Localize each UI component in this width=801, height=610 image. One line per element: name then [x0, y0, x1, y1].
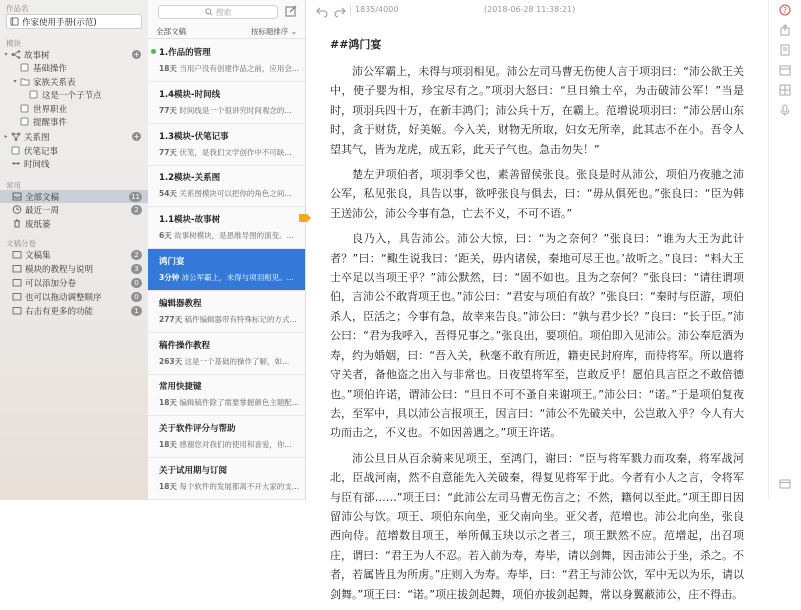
- sidebar-group-label: 也可以拖动调整顺序: [25, 292, 102, 303]
- document-age: 18天: [159, 398, 177, 408]
- sidebar-module-label: 世界职业: [33, 104, 68, 115]
- document-snippet: 当用户没有创建作品之前，应用会...: [179, 64, 299, 73]
- document-title: 1.作品的管理: [159, 48, 211, 58]
- document-list-item[interactable]: [148, 249, 305, 291]
- document-title: 关于软件评分与帮助: [159, 424, 236, 435]
- disclosure-icon[interactable]: ▾: [4, 51, 8, 58]
- sidebar-group-item[interactable]: [0, 262, 148, 275]
- folder-group-icon: [11, 264, 22, 273]
- sidebar-module-label: 伏笔记事: [24, 146, 59, 157]
- sidebar-group-label: 文稿集: [25, 250, 51, 261]
- document-paragraph: 沛公旦日从百余骑来见项王，至鸿门，谢曰：“臣与将军戮力而攻秦，将军战河北，臣战河南，然不自意能先入关破秦，得复见将军于此。今者有小人之言，令将军与臣有郤……”项王曰：“此沛公左司马曹无伤言之；不然，籍何以至此。”项王即日因留沛公与饮。项王、项伯东向坐，亚父南向坐。亚父者，范增也。沛公北向坐，张良西向侍。范增数目项王，举所佩玉玦以示之者三，项王默然不应。范增起，出召项庄，谓曰：“君王为人不忍。若入前为寿，寿毕，请以剑舞，因击沛公于坐，杀之。不者，若属皆且为所虏。”庄则入为寿。寿毕，曰：“君王与沛公饮，军中无以为乐，请以剑舞。”项王曰：“诺。”项庄拔剑起舞，项伯亦拔剑起舞，常以身翼蔽沛公，庄不得击。: [330, 451, 744, 601]
- document-title: 常用快捷键: [159, 382, 202, 393]
- save-timestamp: (2018-06-28 11:38:21): [484, 5, 576, 14]
- document-list-item[interactable]: [148, 374, 305, 416]
- folder-group-icon: [11, 292, 22, 301]
- document-snippet: 时间线是一个很讲究时间观念的...: [179, 105, 292, 115]
- document-list-item[interactable]: [148, 165, 305, 207]
- document-title: 编辑器教程: [159, 298, 202, 309]
- timeline-icon: [10, 159, 21, 168]
- sidebar-module-item[interactable]: [0, 48, 148, 61]
- sidebar-common-label: 最近一周: [25, 205, 60, 216]
- layout-icon[interactable]: [779, 478, 791, 490]
- note-icon: [19, 63, 30, 72]
- sidebar-module-item[interactable]: [0, 102, 148, 115]
- bookmark-marker-icon[interactable]: [299, 212, 311, 220]
- folder-group-icon: [11, 306, 22, 315]
- graph-icon: [10, 132, 21, 141]
- document-preview: [159, 230, 297, 241]
- groups-label: 文稿分卷: [6, 239, 36, 248]
- clock-icon: [11, 205, 22, 214]
- document-age: 263天: [159, 356, 183, 366]
- document-age: 77天: [159, 147, 177, 157]
- editor-toolbar: [306, 0, 768, 22]
- search-placeholder: 搜索: [215, 7, 232, 17]
- document-age: 18天: [159, 482, 177, 491]
- document-icon[interactable]: [779, 44, 791, 56]
- search-input[interactable]: [158, 5, 278, 19]
- sidebar-module-label: 时间线: [24, 159, 50, 170]
- sidebar: [0, 0, 149, 500]
- document-preview: [159, 397, 297, 408]
- document-snippet: 编辑稿件除了需要掌握颜色主题配...: [179, 398, 299, 408]
- document-age: 3分钟: [159, 273, 180, 282]
- tool-rail: [768, 0, 801, 500]
- document-preview: [159, 188, 297, 199]
- document-list-item[interactable]: [148, 416, 305, 458]
- tree-icon: [10, 50, 21, 59]
- document-list-item[interactable]: [148, 124, 305, 166]
- disclosure-icon[interactable]: ▾: [13, 78, 17, 85]
- sidebar-group-item[interactable]: [0, 304, 148, 317]
- sidebar-common-label: 全部文稿: [25, 192, 60, 203]
- sidebar-common-item[interactable]: [0, 217, 148, 230]
- sidebar-group-label: 模块的教程与说明: [25, 264, 94, 275]
- document-title: 鸿门宴: [159, 257, 185, 267]
- list-header: [148, 25, 305, 39]
- common-label: 常用: [6, 181, 21, 190]
- document-list-item[interactable]: [148, 291, 305, 333]
- document-snippet: 稿件编辑器带有特殊标记的方式...: [184, 314, 297, 324]
- document-list-item[interactable]: [148, 207, 305, 249]
- document-snippet: 沛公军霸上，未得与项羽相见。...: [181, 273, 294, 282]
- document-paragraph: 沛公军霸上，未得与项羽相见。沛公左司马曹无伤使人言于项羽曰：“沛公欲王关中，使子婴为相，珍宝尽有之。”项羽大怒曰：“旦日飨士卒，为击破沛公军！”当是时，项羽兵四十万，在新丰鸿门；沛公兵十万，在霸上。范增说项羽曰：“沛公居山东时，贪于财货，好美姬。今入关，财物无所取，妇女无所幸，此其志不在小。吾令人望其气，皆为龙虎，成五彩，此天子气也。急击勿失！”: [330, 65, 744, 156]
- document-snippet: 每个软件的发展都离不开大家的支...: [179, 482, 299, 491]
- list-header-title: 全部文稿: [156, 27, 186, 36]
- count-badge: 0: [131, 278, 142, 288]
- note-icon: [28, 90, 39, 99]
- note-icon: [19, 104, 30, 113]
- sidebar-module-label: 基础操作: [33, 63, 68, 74]
- share-icon[interactable]: [779, 24, 791, 36]
- trash-icon: [11, 219, 22, 228]
- microphone-icon[interactable]: [779, 104, 791, 116]
- add-icon[interactable]: +: [133, 50, 140, 59]
- calendar-icon[interactable]: [779, 64, 791, 76]
- sidebar-module-item[interactable]: [0, 75, 148, 88]
- sidebar-group-label: 右击有更多的功能: [25, 306, 94, 317]
- document-heading: ##鸿门宴: [330, 38, 382, 51]
- count-badge: 2: [131, 205, 142, 215]
- disclosure-icon[interactable]: ▸: [4, 133, 8, 140]
- inbox-icon: [11, 192, 22, 201]
- sidebar-module-item[interactable]: [0, 144, 148, 157]
- sidebar-module-label: 关系图: [24, 132, 50, 143]
- document-preview: [159, 272, 297, 283]
- document-preview: [159, 439, 297, 450]
- sidebar-module-item[interactable]: [0, 130, 148, 143]
- document-title: 关于试用期与订阅: [159, 466, 228, 476]
- document-list: [148, 0, 306, 500]
- folder-icon: [19, 77, 30, 86]
- document-title: 1.2模块-关系图: [159, 173, 221, 184]
- svg-text:?: ?: [782, 6, 788, 15]
- sidebar-module-item[interactable]: [0, 61, 148, 74]
- folder-group-icon: [11, 250, 22, 259]
- sidebar-common-item[interactable]: [0, 203, 148, 216]
- document-snippet: 感谢您对我们的使用和喜爱，你...: [179, 440, 292, 450]
- status-dot-icon: [151, 49, 156, 54]
- sidebar-module-label: 家族关系表: [33, 77, 76, 88]
- toolbar-divider: [350, 5, 351, 16]
- sidebar-group-item[interactable]: [0, 276, 148, 289]
- document-title: 1.1模块-故事树: [159, 215, 221, 226]
- sidebar-common-label: 废纸篓: [25, 219, 51, 230]
- document-list-item[interactable]: [148, 82, 305, 124]
- sidebar-group-label: 可以添加分卷: [25, 278, 77, 289]
- document-snippet: 这是一个基础的操作了解，如...: [184, 356, 290, 366]
- document-snippet: 伏笔，是我们文学创作中不可缺...: [179, 147, 292, 157]
- book-icon: [10, 17, 19, 26]
- document-title: 稿件操作教程: [159, 340, 211, 351]
- document-title: 1.4模块-时间线: [159, 89, 221, 100]
- document-list-item[interactable]: [148, 458, 305, 500]
- sidebar-common-item[interactable]: [0, 190, 148, 203]
- sidebar-group-item[interactable]: [0, 248, 148, 261]
- new-document-icon[interactable]: [285, 5, 297, 17]
- sidebar-module-label: 提醒事件: [33, 117, 68, 128]
- sidebar-module-item[interactable]: [0, 157, 148, 170]
- document-preview: [159, 314, 297, 325]
- document-body[interactable]: [330, 36, 744, 610]
- note-icon: [10, 146, 21, 155]
- document-list-item[interactable]: [148, 40, 305, 82]
- word-count: 1835/4000: [355, 5, 399, 14]
- sidebar-module-item[interactable]: [0, 115, 148, 128]
- document-age: 18天: [159, 64, 177, 73]
- document-age: 77天: [159, 105, 177, 115]
- document-title: 1.3模块-伏笔记事: [159, 131, 229, 142]
- project-label: 作品名: [6, 4, 29, 13]
- document-age: 6天: [159, 231, 172, 241]
- document-paragraph: 楚左尹项伯者，项羽季父也，素善留侯张良。张良是时从沛公，项伯乃夜驰之沛公军，私见张良，具告以事，欲呼张良与俱去，曰：“毋从俱死也。”张良曰：“臣为韩王送沛公，沛公今事有急，亡去不义，不可不语。”: [330, 168, 744, 220]
- sort-dropdown[interactable]: 按标题排序 ⌄: [250, 27, 297, 36]
- help-icon[interactable]: [779, 4, 791, 16]
- document-preview: [159, 147, 297, 158]
- sidebar-module-label: 这是一个子节点: [42, 90, 102, 101]
- grid-icon[interactable]: [779, 84, 791, 96]
- project-name: 作家使用手册(示范): [22, 17, 97, 28]
- document-preview: [159, 481, 297, 492]
- search-icon: [205, 8, 213, 16]
- document-snippet: 关系图模块可以把你的角色之间...: [179, 189, 292, 199]
- document-paragraph: 良乃入，具告沛公。沛公大惊，曰：“为之奈何？”张良曰：“谁为大王为此计者？”曰：“鲰生说我曰：‘距关，毋内诸侯，秦地可尽王也。’故听之。”良曰：“料大王士卒足以当项王乎？”沛公默然，曰：“固不如也。且为之奈何？”张良曰：“请往谓项伯，言沛公不敢背项王也。”沛公曰：“君安与项伯有故？”张良曰：“秦时与臣游，项伯杀人，臣活之；今事有急，故幸来告良。”沛公曰：“孰与君少长？”良曰：“长于臣。”沛公曰：“君为我呼入，吾得兄事之。”张良出，要项伯。项伯即入见沛公。沛公奉卮酒为寿，约为婚姻，曰：“吾入关，秋毫不敢有所近，籍吏民封府库，而待将军。所以遣将守关者，备他盗之出入与非常也。日夜望将军至，岂敢反乎！愿伯具言臣之不敢倍德也。”项伯许诺，谓沛公曰：“旦日不可不蚤自来谢项王。”沛公曰：“诺。”于是项伯复夜去，至军中，具以沛公言报项王，因言曰：“沛公不先破关中，公岂敢入乎？今人有大功而击之，不义也。不如因善遇之。”项王许诺。: [330, 232, 744, 440]
- count-badge: 11: [131, 192, 140, 201]
- sidebar-module-item[interactable]: [0, 88, 148, 101]
- document-preview: [159, 105, 297, 116]
- folder-group-icon: [11, 278, 22, 287]
- undo-icon[interactable]: [316, 5, 328, 17]
- document-age: 54天: [159, 189, 177, 199]
- document-preview: [159, 356, 297, 367]
- document-list-item[interactable]: [148, 333, 305, 375]
- add-icon[interactable]: +: [133, 132, 140, 141]
- count-badge: 2: [131, 250, 142, 260]
- sidebar-module-label: 故事树: [24, 50, 50, 61]
- sidebar-group-item[interactable]: [0, 290, 148, 303]
- document-snippet: 故事树模块，是恩维导图的演变。...: [174, 231, 294, 241]
- document-age: 18天: [159, 440, 177, 450]
- note-icon: [19, 117, 30, 126]
- modules-label: 模块: [6, 39, 21, 48]
- count-badge: 1: [131, 306, 142, 316]
- redo-icon[interactable]: [334, 5, 346, 17]
- document-preview: [159, 63, 297, 74]
- document-age: 277天: [159, 314, 183, 324]
- count-badge: 0: [131, 292, 142, 302]
- project-selector[interactable]: [6, 14, 142, 29]
- count-badge: 3: [131, 264, 142, 274]
- editor: [306, 0, 768, 601]
